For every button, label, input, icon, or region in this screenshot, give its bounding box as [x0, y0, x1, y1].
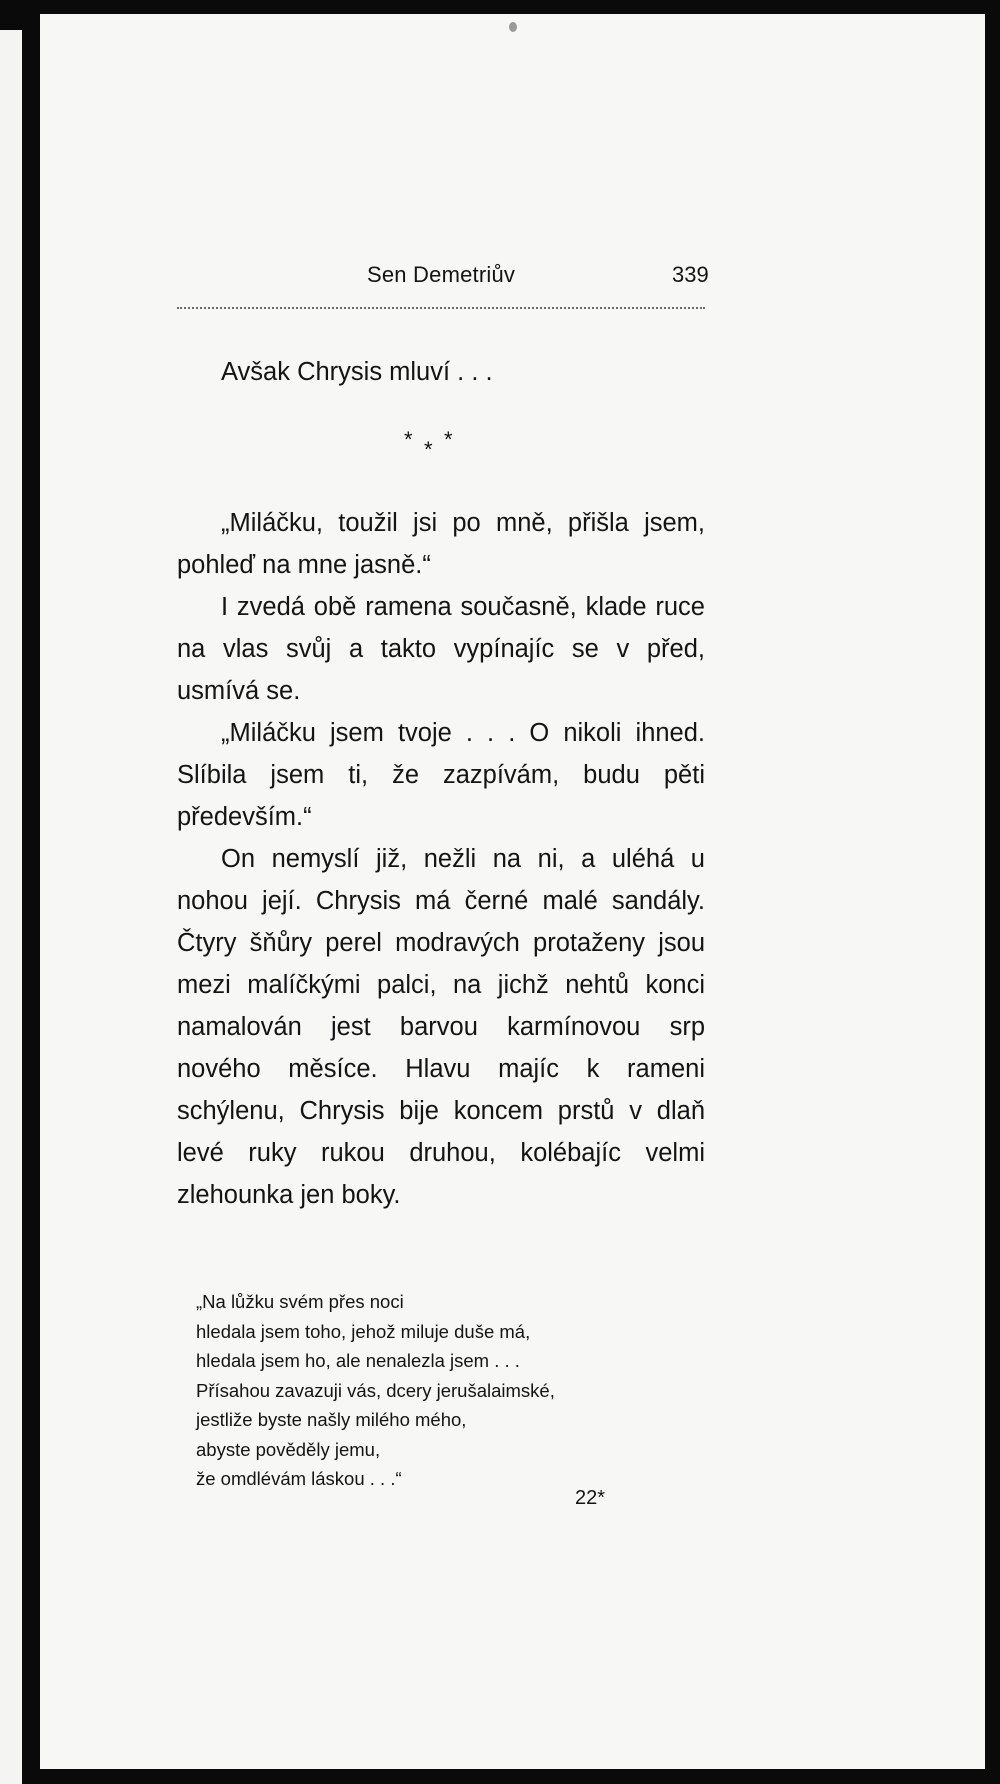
section-ornament	[400, 425, 480, 465]
signature-mark: 22*	[575, 1487, 606, 1509]
paragraph: „Miláčku, toužil jsi po mně, přišla jsem, pohleď na mne jasně.“	[177, 509, 705, 579]
running-title: Sen Demetriův	[367, 262, 516, 287]
verse-line: „Na lůžku svém přes noci	[196, 1291, 404, 1312]
paragraph: On nemyslí již, nežli na ni, a uléhá u nohou její. Chrysis má černé malé sandály. Čtyry šňůry perel modravých protaženy jsou mezi malíčkými palci, na jichž nehtů konci namalován jest barvou karmínovou srp nového měsíce. Hlavu majíc k rameni schýlenu, Chrysis bije koncem prstů v dlaň levé ruky rukou druhou, kolébajíc velmi zlehounka jen boky.	[177, 845, 705, 1209]
paragraph: „Miláčku jsem tvoje . . . O nikoli ihned. Slíbila jsem ti, že zazpívám, budu pěti především.“	[177, 719, 705, 831]
opening-line-block	[177, 351, 705, 393]
verse-line: jestliže byste našly milého mého,	[196, 1409, 467, 1430]
ornament-star-left: *	[404, 427, 413, 452]
verse-line: hledala jsem ho, ale nenalezla jsem . . .	[196, 1350, 520, 1371]
ornament-star-center: *	[424, 437, 433, 462]
ornament-star-right: *	[444, 427, 453, 452]
verse-line: abyste pověděly jemu,	[196, 1438, 381, 1460]
verse-line: hledala jsem toho, jehož miluje duše má,	[196, 1320, 531, 1342]
facing-page-edge	[0, 30, 22, 1784]
header-rule	[177, 307, 705, 309]
paragraph: I zvedá obě ramena současně, klade ruce na vlas svůj a takto vypínajíc se v před, usmívá se.	[177, 593, 705, 705]
verse-line: že omdlévám láskou . . .“	[196, 1468, 402, 1489]
page-number: 339	[672, 262, 709, 287]
verse-line: Přísahou zavazuji vás, dcery jerušalaimské,	[196, 1379, 555, 1401]
opening-line: Avšak Chrysis mluví . . .	[221, 358, 493, 386]
body-text	[177, 502, 705, 1216]
song-verse	[196, 1287, 696, 1494]
scan-dot	[509, 22, 517, 32]
